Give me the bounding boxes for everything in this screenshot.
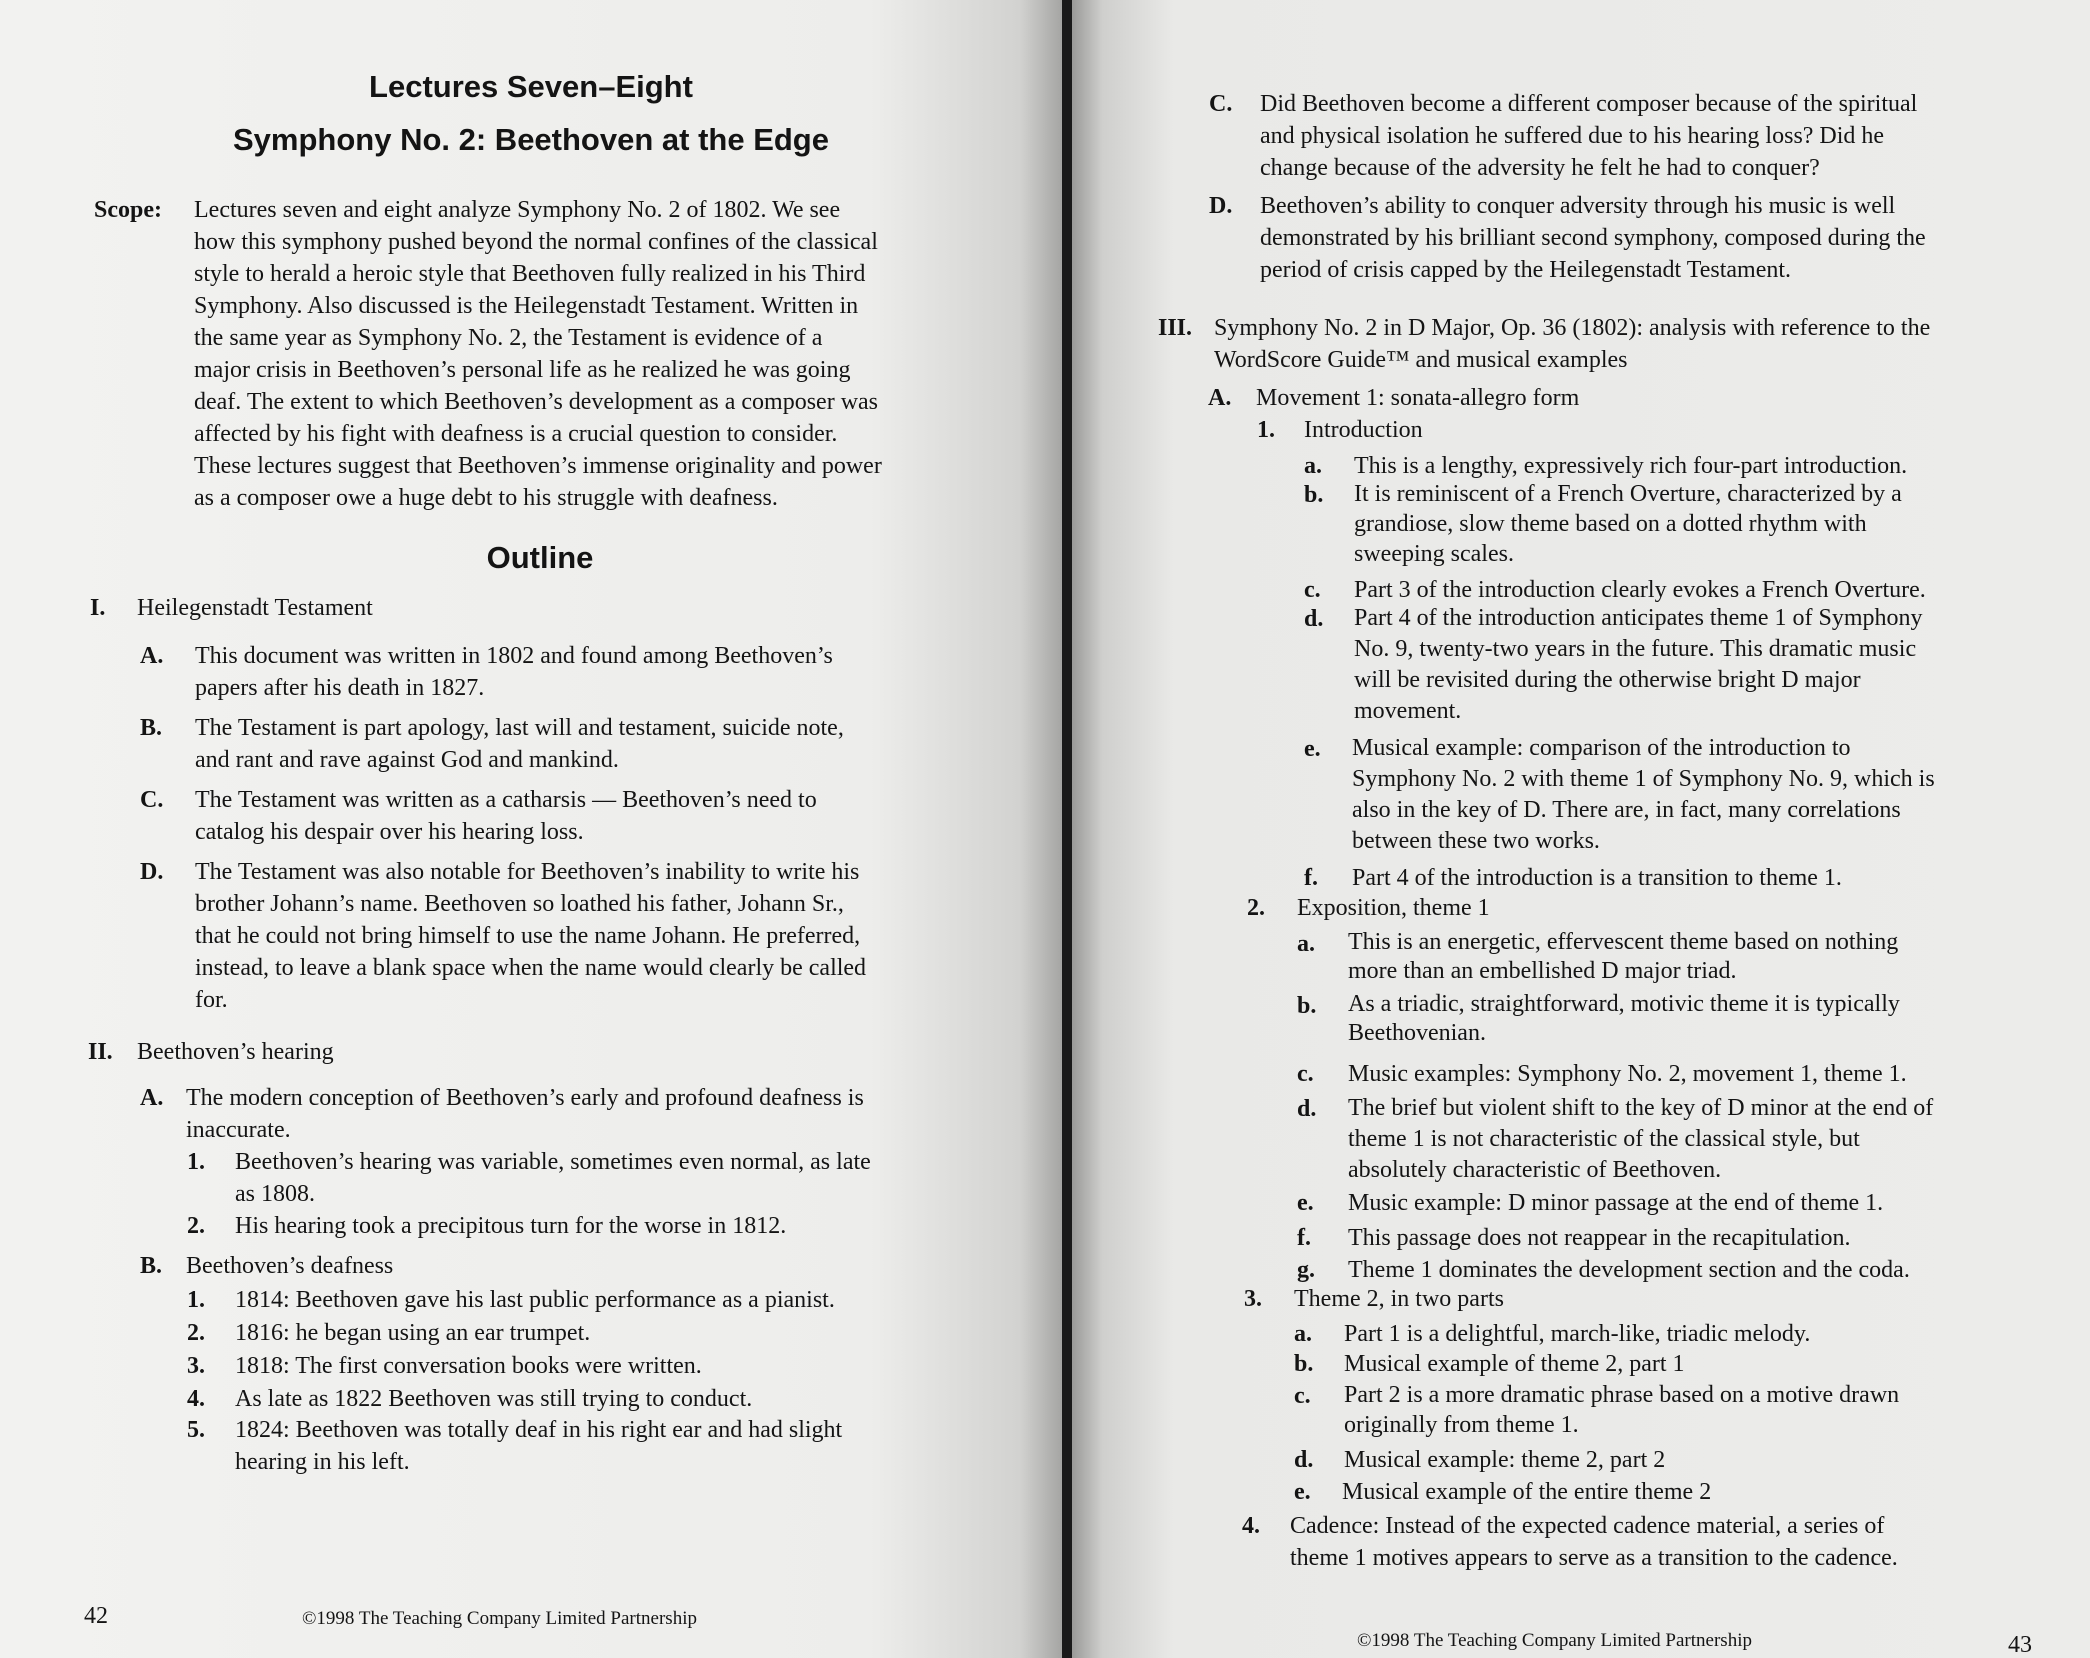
symphony-title: Symphony No. 2: Beethoven at the Edge — [233, 122, 829, 157]
text-line: Beethovenian. — [1348, 1020, 1486, 1046]
text-line: more than an embellished D major triad. — [1348, 958, 1737, 984]
section-label: I. — [90, 595, 106, 621]
text-line: change because of the adversity he felt he had to conquer? — [1260, 155, 1820, 181]
page-number: 42 — [84, 1603, 108, 1629]
item-label: B. — [140, 1253, 163, 1279]
item-label: 1. — [187, 1149, 205, 1175]
text-line: The brief but violent shift to the key of D minor at the end of — [1348, 1095, 1934, 1121]
list-item: Theme 1 dominates the development section and the coda. — [1348, 1257, 1910, 1283]
item-label: g. — [1297, 1257, 1315, 1283]
list-item: Music examples: Symphony No. 2, movement 1, theme 1. — [1348, 1061, 1907, 1087]
text-line: style to herald a heroic style that Beethoven fully realized in his Third — [194, 261, 866, 287]
item-label: f. — [1297, 1225, 1311, 1251]
copyright-footer: ©1998 The Teaching Company Limited Partnership — [302, 1608, 697, 1629]
text-line: period of crisis capped by the Heilegenstadt Testament. — [1260, 257, 1792, 283]
list-item: 1818: The first conversation books were written. — [235, 1353, 702, 1379]
subheading: Introduction — [1304, 417, 1423, 443]
item-label: D. — [140, 859, 164, 885]
text-line: between these two works. — [1352, 828, 1600, 854]
item-label: a. — [1294, 1321, 1312, 1347]
text-line: WordScore Guide™ and musical examples — [1214, 347, 1628, 373]
list-item — [1344, 1380, 1899, 1440]
item-label: e. — [1297, 1190, 1314, 1216]
item-label: A. — [1208, 385, 1232, 411]
item-label: A. — [140, 643, 164, 669]
list-item — [1348, 928, 1898, 986]
item-label: 3. — [1244, 1286, 1262, 1312]
list-item: 1814: Beethoven gave his last public performance as a pianist. — [235, 1287, 835, 1313]
item-label: D. — [1209, 193, 1233, 219]
item-label: b. — [1304, 482, 1324, 508]
text-line: Part 2 is a more dramatic phrase based on a motive drawn — [1344, 1382, 1900, 1408]
text-line: as 1808. — [235, 1181, 315, 1207]
text-line: sweeping scales. — [1354, 541, 1514, 567]
item-label: c. — [1304, 577, 1321, 603]
section-heading — [1214, 312, 1930, 376]
list-item — [186, 1082, 864, 1146]
list-item: This passage does not reappear in the recapitulation. — [1348, 1225, 1851, 1251]
text-line: His hearing took a precipitous turn for the worse in 1812. — [235, 1213, 787, 1239]
text-line: As a triadic, straightforward, motivic theme it is typically — [1348, 991, 1900, 1017]
list-item — [1348, 1093, 1933, 1186]
list-item — [1290, 1510, 1898, 1574]
text-line: It is reminiscent of a French Overture, characterized by a — [1354, 481, 1902, 507]
copyright-footer: ©1998 The Teaching Company Limited Partnership — [1357, 1630, 1752, 1651]
text-line: movement. — [1354, 698, 1462, 724]
item-label: d. — [1304, 606, 1324, 632]
list-item — [195, 784, 817, 848]
text-line: affected by his fight with deafness is a crucial question to consider. — [194, 421, 838, 447]
list-item: Part 4 of the introduction is a transition to theme 1. — [1352, 865, 1842, 891]
text-line: No. 9, twenty-two years in the future. This dramatic music — [1354, 636, 1917, 662]
text-line: Did Beethoven become a different composer because of the spiritual — [1260, 91, 1918, 117]
list-item: Musical example: theme 2, part 2 — [1344, 1447, 1666, 1473]
item-label: c. — [1297, 1061, 1314, 1087]
text-line: deaf. The extent to which Beethoven’s development as a composer was — [194, 389, 879, 415]
item-label: d. — [1297, 1096, 1317, 1122]
text-line: major crisis in Beethoven’s personal life as he realized he was going — [194, 357, 851, 383]
text-line: demonstrated by his brilliant second symphony, composed during the — [1260, 225, 1926, 251]
section-heading: Heilegenstadt Testament — [137, 595, 373, 621]
text-line: The Testament is part apology, last will and testament, suicide note, — [195, 715, 844, 741]
text-line: how this symphony pushed beyond the normal confines of the classical — [194, 229, 878, 255]
item-label: a. — [1297, 931, 1315, 957]
list-item — [235, 1146, 871, 1210]
item-label: f. — [1304, 865, 1318, 891]
text-line: and rant and rave against God and mankind. — [195, 747, 619, 773]
text-line: This document was written in 1802 and found among Beethoven’s — [195, 643, 833, 669]
text-line: papers after his death in 1827. — [195, 675, 485, 701]
text-line: These lectures suggest that Beethoven’s immense originality and power — [194, 453, 882, 479]
list-item — [235, 1210, 786, 1242]
section-label: II. — [88, 1039, 113, 1065]
text-line: Lectures seven and eight analyze Symphony No. 2 of 1802. We see — [194, 197, 841, 223]
text-line: instead, to leave a blank space when the name would clearly be called — [195, 955, 867, 981]
text-line: theme 1 is not characteristic of the classical style, but — [1348, 1126, 1860, 1152]
item-label: B. — [140, 715, 163, 741]
item-label: a. — [1304, 453, 1322, 479]
list-item: Part 3 of the introduction clearly evokes a French Overture. — [1354, 577, 1926, 603]
list-item — [195, 712, 844, 776]
item-label: d. — [1294, 1447, 1314, 1473]
book-gutter — [1062, 0, 1072, 1658]
item-label: C. — [1209, 91, 1233, 117]
text-line: The modern conception of Beethoven’s early and profound deafness is — [186, 1085, 864, 1111]
section-label: III. — [1158, 315, 1193, 341]
item-label: e. — [1294, 1479, 1311, 1505]
item-label: 3. — [187, 1353, 205, 1379]
outline-heading: Outline — [486, 540, 594, 575]
text-line: originally from theme 1. — [1344, 1412, 1579, 1438]
list-item — [195, 640, 833, 704]
item-label: 2. — [187, 1213, 205, 1239]
item-label: b. — [1297, 993, 1317, 1019]
text-line: Symphony. Also discussed is the Heilegenstadt Testament. Written in — [194, 293, 859, 319]
text-line: also in the key of D. There are, in fact, many correlations — [1352, 797, 1901, 823]
item-label: 2. — [187, 1320, 205, 1346]
list-item — [1348, 990, 1900, 1048]
subheading: Exposition, theme 1 — [1297, 895, 1490, 921]
list-item — [1352, 733, 1935, 857]
section-heading: Beethoven’s hearing — [137, 1039, 334, 1065]
item-label: A. — [140, 1085, 164, 1111]
text-line: and physical isolation he suffered due to his hearing loss? Did he — [1260, 123, 1885, 149]
text-line: Symphony No. 2 with theme 1 of Symphony No. 9, which is — [1352, 766, 1935, 792]
text-line: Part 4 of the introduction anticipates theme 1 of Symphony — [1354, 605, 1923, 631]
text-line: absolutely characteristic of Beethoven. — [1348, 1157, 1722, 1183]
list-item — [1354, 479, 1902, 569]
item-label: C. — [140, 787, 164, 813]
text-line: theme 1 motives appears to serve as a transition to the cadence. — [1290, 1545, 1898, 1571]
text-line: as a composer owe a huge debt to his struggle with deafness. — [194, 485, 778, 511]
item-label: 5. — [187, 1417, 205, 1443]
text-line: grandiose, slow theme based on a dotted rhythm with — [1354, 511, 1867, 537]
text-line: the same year as Symphony No. 2, the Testament is evidence of a — [194, 325, 823, 351]
scope-paragraph — [194, 194, 882, 514]
item-label: e. — [1304, 736, 1321, 762]
list-item: 1816: he began using an ear trumpet. — [235, 1320, 591, 1346]
item-label: 4. — [1242, 1513, 1260, 1539]
text-line: catalog his despair over his hearing loss. — [195, 819, 584, 845]
text-line: Musical example: comparison of the introduction to — [1352, 735, 1851, 761]
list-item — [235, 1414, 842, 1478]
item-label: 4. — [187, 1386, 205, 1412]
text-line: brother Johann’s name. Beethoven so loathed his father, Johann Sr., — [195, 891, 844, 917]
item-label: b. — [1294, 1351, 1314, 1377]
subheading: Beethoven’s deafness — [186, 1253, 394, 1279]
list-item: Part 1 is a delightful, march-like, triadic melody. — [1344, 1321, 1811, 1347]
text-line: that he could not bring himself to use the name Johann. He preferred, — [195, 923, 861, 949]
text-line: Cadence: Instead of the expected cadence material, a series of — [1290, 1513, 1885, 1539]
subheading: Theme 2, in two parts — [1294, 1286, 1504, 1312]
text-line: for. — [195, 987, 228, 1013]
list-item: Music example: D minor passage at the end of theme 1. — [1348, 1190, 1884, 1216]
subheading: Movement 1: sonata-allegro form — [1256, 385, 1580, 411]
list-item — [1260, 88, 1917, 184]
list-item: This is a lengthy, expressively rich four-part introduction. — [1354, 453, 1908, 479]
text-line: Beethoven’s ability to conquer adversity through his music is well — [1260, 193, 1896, 219]
text-line: This is an energetic, effervescent theme based on nothing — [1348, 929, 1899, 955]
text-line: Symphony No. 2 in D Major, Op. 36 (1802): analysis with reference to the — [1214, 315, 1931, 341]
text-line: The Testament was written as a catharsis — Beethoven’s need to — [195, 787, 817, 813]
text-line: hearing in his left. — [235, 1449, 410, 1475]
lecture-title: Lectures Seven–Eight — [369, 69, 693, 104]
text-line: will be revisited during the otherwise bright D major — [1354, 667, 1861, 693]
text-line: 1824: Beethoven was totally deaf in his right ear and had slight — [235, 1417, 843, 1443]
text-line: The Testament was also notable for Beethoven’s inability to write his — [195, 859, 860, 885]
right-page — [1072, 0, 2090, 1658]
item-label: 1. — [187, 1287, 205, 1313]
item-label: 2. — [1247, 895, 1265, 921]
list-item — [195, 856, 866, 1016]
list-item — [1354, 603, 1923, 727]
text-line: inaccurate. — [186, 1117, 291, 1143]
item-label: c. — [1294, 1383, 1311, 1409]
text-line: Beethoven’s hearing was variable, sometimes even normal, as late — [235, 1149, 871, 1175]
list-item — [1260, 190, 1926, 286]
list-item: Musical example of the entire theme 2 — [1342, 1479, 1712, 1505]
item-label: 1. — [1257, 417, 1275, 443]
list-item: As late as 1822 Beethoven was still trying to conduct. — [235, 1386, 753, 1412]
list-item: Musical example of theme 2, part 1 — [1344, 1351, 1685, 1377]
page-number: 43 — [2008, 1632, 2032, 1658]
scope-label: Scope: — [94, 197, 162, 223]
